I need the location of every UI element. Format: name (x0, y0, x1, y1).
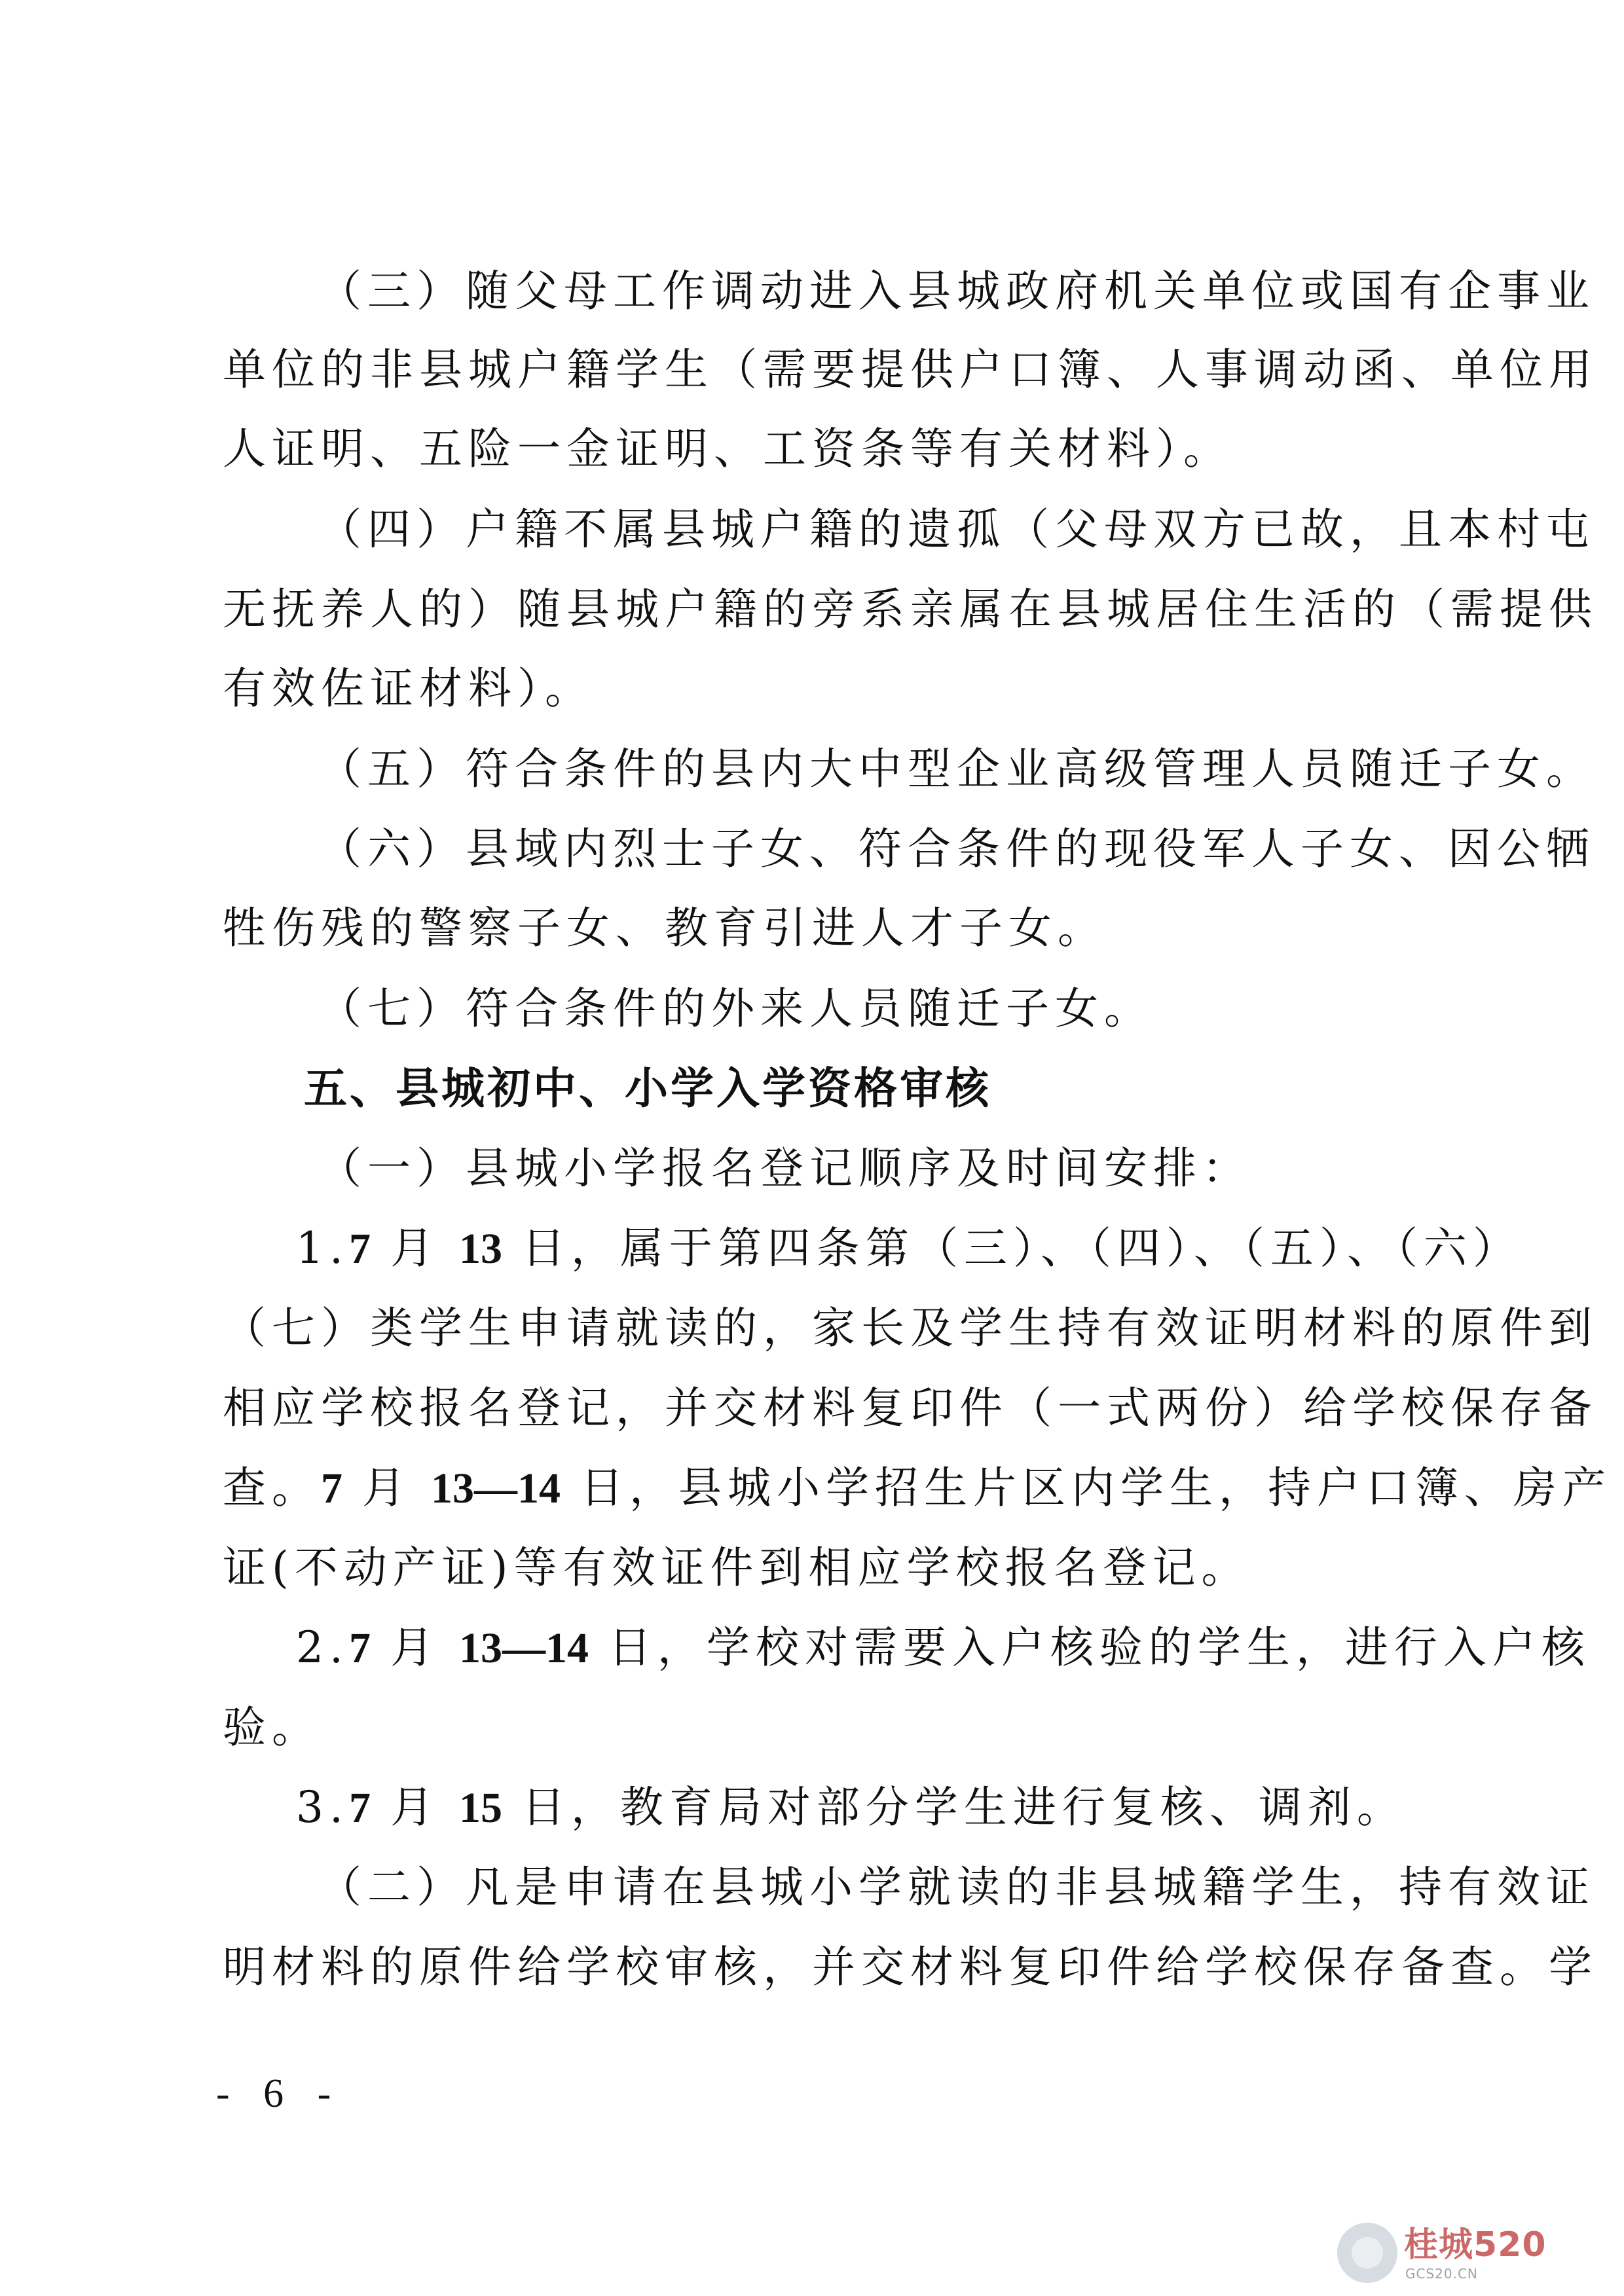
text-run: （一）县城小学报名登记顺序及时间安排： (318, 1143, 1251, 1194)
paragraph-line-22 (223, 1938, 1598, 1997)
text-run: 查。 (223, 1463, 321, 1513)
text-run: 明材料的原件给学校审核，并交材料复印件给学校保存备查。学 (223, 1942, 1598, 1992)
watermark-text: 桂城520 (1404, 2225, 1547, 2265)
bold-number: 13—14 (458, 1624, 589, 1672)
text-run: 人证明、五险一金证明、工资条等有关材料）。 (223, 424, 1232, 474)
paragraph-line-13 (296, 1219, 1522, 1278)
text-run: 日，学校对需要入户核验的学生，进行入户核 (588, 1622, 1591, 1673)
watermark-logo-icon (1337, 2223, 1397, 2283)
text-run: 1. (296, 1223, 349, 1273)
paragraph-line-1 (318, 262, 1595, 321)
text-run: 验。 (223, 1702, 321, 1753)
paragraph-line-16 (223, 1459, 1612, 1518)
text-run: 有效佐证材料）。 (223, 663, 594, 714)
section-heading (304, 1059, 1522, 1118)
text-run: 日，属于第四条第（三）、（四）、（五）、（六） (502, 1223, 1522, 1273)
paragraph-line-10 (318, 979, 1536, 1038)
subsection-heading (318, 1139, 1536, 1198)
bold-number: 13 (458, 1225, 502, 1273)
text-run: 无抚养人的）随县城户籍的旁系亲属在县城居住生活的（需提供 (223, 584, 1598, 634)
text-run: 单位的非县城户籍学生（需要提供户口簿、人事调动函、单位用 (223, 344, 1598, 395)
bold-number: 7 (321, 1465, 342, 1512)
text-run: （七）符合条件的外来人员随迁子女。 (318, 983, 1153, 1034)
watermark-subtext: GCS20.CN (1405, 2266, 1478, 2282)
text-run: （四）户籍不属县城户籍的遗孤（父母双方已故，且本村屯 (318, 504, 1595, 555)
text-run: 牲伤残的警察子女、教育引进人才子女。 (223, 903, 1107, 953)
text-run: 五、县城初中、小学入学资格审核 (304, 1063, 991, 1114)
text-run: 2. (296, 1622, 349, 1673)
text-run: （六）县域内烈士子女、符合条件的现役军人子女、因公牺 (318, 824, 1595, 874)
paragraph-line-18 (296, 1618, 1591, 1677)
paragraph-line-17 (223, 1539, 1441, 1597)
text-run: 月 (370, 1223, 459, 1273)
paragraph-line-14 (223, 1299, 1598, 1358)
paragraph-line-19 (223, 1698, 1441, 1757)
site-watermark (1337, 2219, 1612, 2287)
paragraph-line-21 (318, 1858, 1595, 1917)
paragraph-line-20 (296, 1778, 1514, 1837)
bold-number: 13—14 (430, 1465, 561, 1512)
paragraph-line-9 (223, 899, 1441, 958)
text-run: （五）符合条件的县内大中型企业高级管理人员随迁子女。 (318, 744, 1595, 794)
paragraph-line-2 (223, 340, 1598, 399)
paragraph-line-3 (223, 420, 1441, 479)
paragraph-line-7 (318, 740, 1595, 799)
bold-number: 7 (348, 1225, 371, 1273)
text-run: （三）随父母工作调动进入县城政府机关单位或国有企事业 (318, 266, 1595, 316)
bold-number: 7 (348, 1784, 371, 1832)
text-run: 证(不动产证)等有效证件到相应学校报名登记。 (223, 1542, 1251, 1593)
text-run: 月 (342, 1463, 431, 1513)
text-run: 日，教育局对部分学生进行复核、调剂。 (502, 1782, 1406, 1832)
text-run: 相应学校报名登记，并交材料复印件（一式两份）给学校保存备 (223, 1383, 1598, 1433)
text-run: （二）凡是申请在县城小学就读的非县城籍学生，持有效证 (318, 1862, 1595, 1912)
bold-number: 15 (458, 1784, 502, 1832)
paragraph-line-8 (318, 820, 1595, 879)
paragraph-line-6 (223, 659, 1441, 718)
text-run: 3. (296, 1782, 349, 1832)
text-run: 月 (370, 1782, 459, 1832)
text-run: 日，县城小学招生片区内学生，持户口簿、房产 (560, 1463, 1612, 1513)
paragraph-line-4 (318, 500, 1595, 559)
paragraph-line-15 (223, 1379, 1598, 1438)
paragraph-line-5 (223, 580, 1598, 639)
bold-number: 7 (348, 1624, 371, 1672)
text-run: （七）类学生申请就读的，家长及学生持有效证明材料的原件到 (223, 1303, 1598, 1353)
text-run: 月 (370, 1622, 459, 1673)
page-number: - 6 - (216, 2071, 343, 2116)
